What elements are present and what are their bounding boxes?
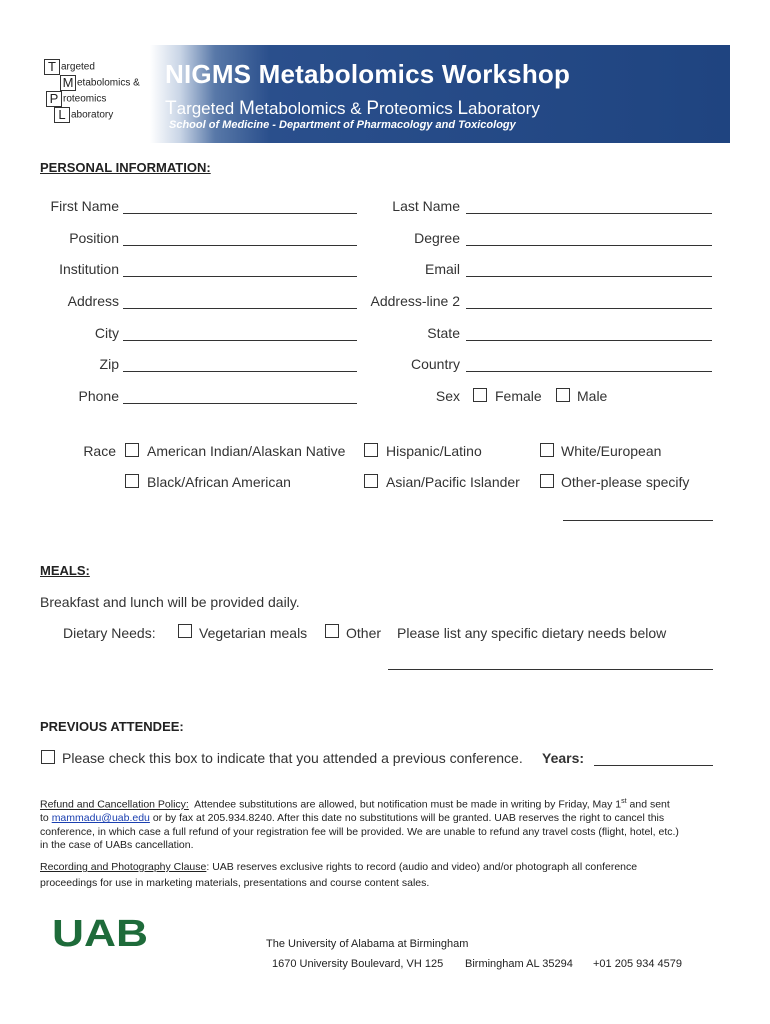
years-field[interactable] xyxy=(594,765,713,766)
dietary-needs-field[interactable] xyxy=(388,669,713,670)
institution-label: Institution xyxy=(59,261,119,277)
race-checkbox-hispanic[interactable] xyxy=(364,443,378,457)
contact-email-link[interactable]: mammadu@uab.edu xyxy=(51,812,150,824)
address-line-2-label: Address-line 2 xyxy=(370,293,460,309)
address-label: Address xyxy=(67,293,119,309)
years-label: Years: xyxy=(542,750,585,766)
last-name-field[interactable] xyxy=(466,213,712,214)
zip-field[interactable] xyxy=(123,371,357,372)
male-checkbox[interactable] xyxy=(556,388,570,402)
university-name: The University of Alabama at Birmingham xyxy=(266,938,469,950)
male-option-label: Male xyxy=(577,388,608,404)
refund-policy: Refund and Cancellation Policy: Attendee substitutions are allowed, but notification must be made in writing by Friday, May 1st and sent to mammadu@uab.edu or by fax at 205.934.8240. After this date no substitutions will be granted. UAB reserves the right to cancel this conference, in which case a full refund of your registration fee will be provided. We are unable to refund any travel costs (flight, hotel, etc.) in the case of UABs cancellation. xyxy=(40,798,679,851)
institution-field[interactable] xyxy=(123,276,357,277)
race-option-black: Black/African American xyxy=(147,474,291,490)
degree-field[interactable] xyxy=(466,245,712,246)
school-department: School of Medicine - Department of Pharmacology and Toxicology xyxy=(169,119,516,131)
state-field[interactable] xyxy=(466,340,712,341)
email-field[interactable] xyxy=(466,276,712,277)
race-checkbox-asian[interactable] xyxy=(364,474,378,488)
country-field[interactable] xyxy=(466,371,712,372)
race-checkbox-other[interactable] xyxy=(540,474,554,488)
state-label: State xyxy=(427,325,460,341)
city-field[interactable] xyxy=(123,340,357,341)
race-option-asian: Asian/Pacific Islander xyxy=(386,474,520,490)
position-label: Position xyxy=(69,230,119,246)
personal-info-heading: PERSONAL INFORMATION: xyxy=(40,160,211,175)
previous-attendee-heading: PREVIOUS ATTENDEE: xyxy=(40,719,184,734)
zip-label: Zip xyxy=(99,356,119,372)
race-option-white: White/European xyxy=(561,443,662,459)
footer-phone: +01 205 934 4579 xyxy=(593,958,683,970)
first-name-field[interactable] xyxy=(123,213,357,214)
vegetarian-option-label: Vegetarian meals xyxy=(199,625,308,641)
lab-subtitle: Targeted Metabolomics & Proteomics Laboratory xyxy=(165,98,540,119)
workshop-title: NIGMS Metabolomics Workshop xyxy=(165,59,571,89)
country-label: Country xyxy=(410,356,460,372)
footer-address: 1670 University Boulevard, VH 125 xyxy=(272,958,444,970)
meals-note: Breakfast and lunch will be provided daily. xyxy=(40,594,300,610)
dietary-needs-label: Dietary Needs: xyxy=(63,625,156,641)
email-label: Email xyxy=(424,261,460,277)
dietary-list-prompt: Please list any specific dietary needs below xyxy=(397,625,667,641)
footer-city: Birmingham AL 35294 xyxy=(465,958,573,970)
address-field[interactable] xyxy=(123,308,357,309)
race-checkbox-american-indian[interactable] xyxy=(125,443,139,457)
race-option-american-indian: American Indian/Alaskan Native xyxy=(147,443,346,459)
address-line-2-field[interactable] xyxy=(466,308,712,309)
first-name-label: First Name xyxy=(50,198,119,214)
last-name-label: Last Name xyxy=(392,198,460,214)
race-option-hispanic: Hispanic/Latino xyxy=(386,443,482,459)
header-banner xyxy=(40,45,730,143)
uab-logo-mark xyxy=(52,915,150,949)
race-label: Race xyxy=(83,443,116,459)
female-option-label: Female xyxy=(495,388,542,404)
phone-field[interactable] xyxy=(123,403,357,404)
previous-attendee-checkbox[interactable] xyxy=(41,750,55,764)
uab-logo xyxy=(52,915,150,954)
position-field[interactable] xyxy=(123,245,357,246)
phone-label: Phone xyxy=(78,388,119,404)
recording-clause: Recording and Photography Clause: UAB reserves exclusive rights to record (audio and video) and/or photograph all conference proceedings for use in marketing materials, presentations and course content sales. xyxy=(40,861,638,889)
tmpl-logo: T argeted M etabolomics & P roteomics L aboratory xyxy=(44,59,164,123)
other-diet-checkbox[interactable] xyxy=(325,624,339,638)
previous-attendee-text: Please check this box to indicate that you attended a previous conference. xyxy=(62,750,523,766)
other-diet-option-label: Other xyxy=(346,625,382,641)
female-checkbox[interactable] xyxy=(473,388,487,402)
sex-label: Sex xyxy=(435,388,460,404)
race-checkbox-black[interactable] xyxy=(125,474,139,488)
vegetarian-checkbox[interactable] xyxy=(178,624,192,638)
race-other-specify-field[interactable] xyxy=(563,520,713,521)
race-option-other: Other-please specify xyxy=(561,474,690,490)
race-checkbox-white[interactable] xyxy=(540,443,554,457)
meals-heading: MEALS: xyxy=(40,563,90,578)
city-label: City xyxy=(94,325,119,341)
svg-text:UAB: UAB xyxy=(52,915,148,949)
degree-label: Degree xyxy=(414,230,460,246)
